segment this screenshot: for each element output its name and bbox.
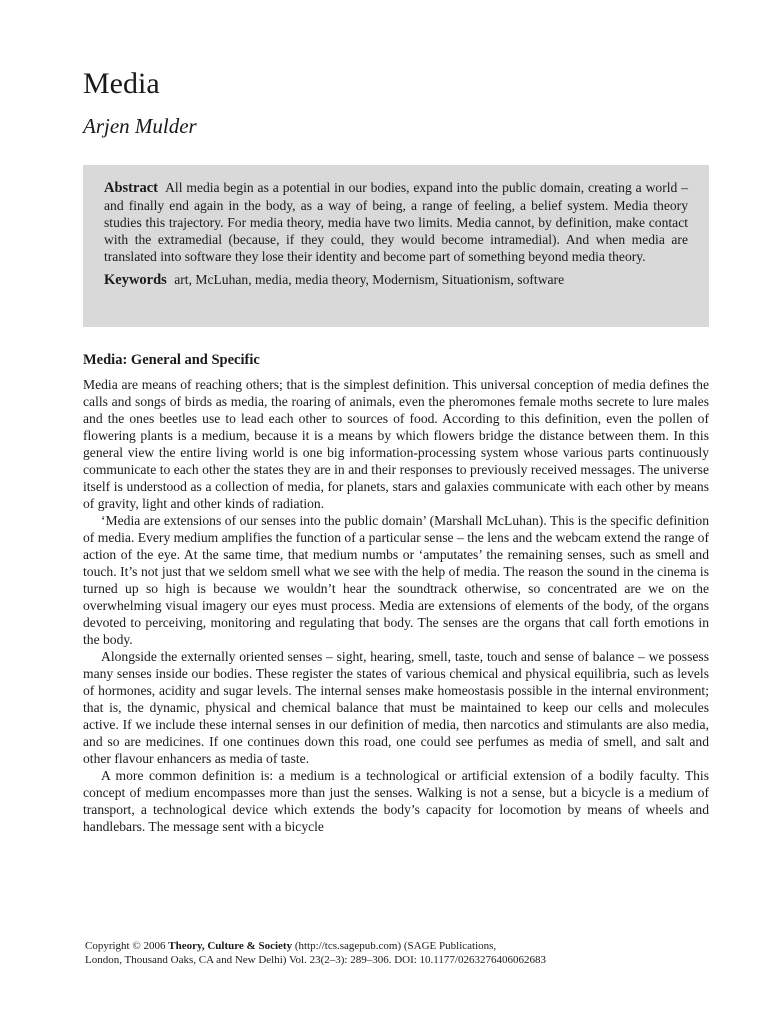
- body-paragraph-1: Media are means of reaching others; that is the simplest definition. This universal conception of media defines the calls and songs of birds as media, the roaring of animals, even the pheromones female moths secrete to lure males and the ones beetles use to lead each other to sources of food. According to this definition, even the pollen of flowering plants is a medium, because it is a means by which flowers bridge the distance between them. In this general view the entire living world is one big information-processing system whose various parts continuously communicate to each other the states they are in and their responses to previously received messages. The universe itself is understood as a collection of media, for planets, stars and galaxies communicate with each other by means of gravity, light and other kinds of radiation.: [83, 377, 709, 512]
- footer-copyright: Copyright © 2006: [85, 940, 166, 952]
- article-title: Media: [83, 67, 160, 100]
- body-text: [83, 376, 709, 835]
- abstract-paragraph: [104, 179, 688, 265]
- keywords-list: art, McLuhan, media, media theory, Modernism, Situationism, software: [174, 272, 565, 287]
- abstract-label: Abstract: [104, 180, 158, 196]
- body-paragraph-4: A more common definition is: a medium is a technological or artificial extension of a bodily faculty. This concept of medium encompasses more than just the senses. Walking is not a sense, but a bicycle is a medium of transport, a technological device which extends the body’s capacity for locomotion by means of wheels and handlebars. The message sent with a bicycle: [83, 768, 709, 835]
- keywords-label: Keywords: [104, 272, 167, 288]
- keywords-line: [104, 271, 688, 289]
- footer-journal: Theory, Culture & Society: [168, 940, 293, 952]
- section-heading: Media: General and Specific: [83, 352, 260, 368]
- footer-line-1: [85, 939, 705, 953]
- copyright-footer: [85, 939, 705, 967]
- article-author: Arjen Mulder: [83, 114, 197, 138]
- footer-publisher: (http://tcs.sagepub.com) (SAGE Publications,: [294, 940, 497, 952]
- footer-line-2: London, Thousand Oaks, CA and New Delhi) Vol. 23(2–3): 289–306. DOI: 10.1177/0263276406062683: [85, 954, 546, 966]
- abstract-box: [83, 165, 709, 327]
- body-paragraph-2: ‘Media are extensions of our senses into the public domain’ (Marshall McLuhan). This is the specific definition of media. Every medium amplifies the function of a particular sense – the lens and the webcam extend the range of action of the eye. At the same time, that medium numbs or ‘amputates’ the remaining senses, such as smell and touch. It’s not just that we seldom smell what we see with the help of media. The reason the sound in the cinema is turned up so high is because we wouldn’t hear the soundtrack otherwise, so concentrated are we on the overwhelming visual imagery our eyes must process. Media are extensions of elements of the body, of the organs devoted to perceiving, monitoring and regulating that body. The senses are the organs that call forth emotions in the body.: [83, 513, 709, 648]
- body-paragraph-3: Alongside the externally oriented senses – sight, hearing, smell, taste, touch and sense of balance – we possess many senses inside our bodies. These register the states of various chemical and physical equilibria, such as levels of hormones, acidity and sugar levels. The internal senses make homeostasis possible in the internal environment; that is, the dynamic, physical and chemical balance that must be maintained to keep our cells and molecules active. If we include these internal senses in our definition of media, then narcotics and stimulants are also media, and so are medicines. If one continues down this road, one could see perfumes as media of smell, and salt and other flavour enhancers as media of taste.: [83, 649, 709, 767]
- abstract-text: All media begin as a potential in our bodies, expand into the public domain, creating a world – and finally end again in the body, as a way of being, a range of feeling, a belief system. Media theory studies this trajectory. For media theory, media have two limits. Media cannot, by definition, make contact with the extramedial (because, if they could, they would become intramedial). And when media are translated into software they lose their identity and become part of something beyond media theory.: [104, 180, 688, 264]
